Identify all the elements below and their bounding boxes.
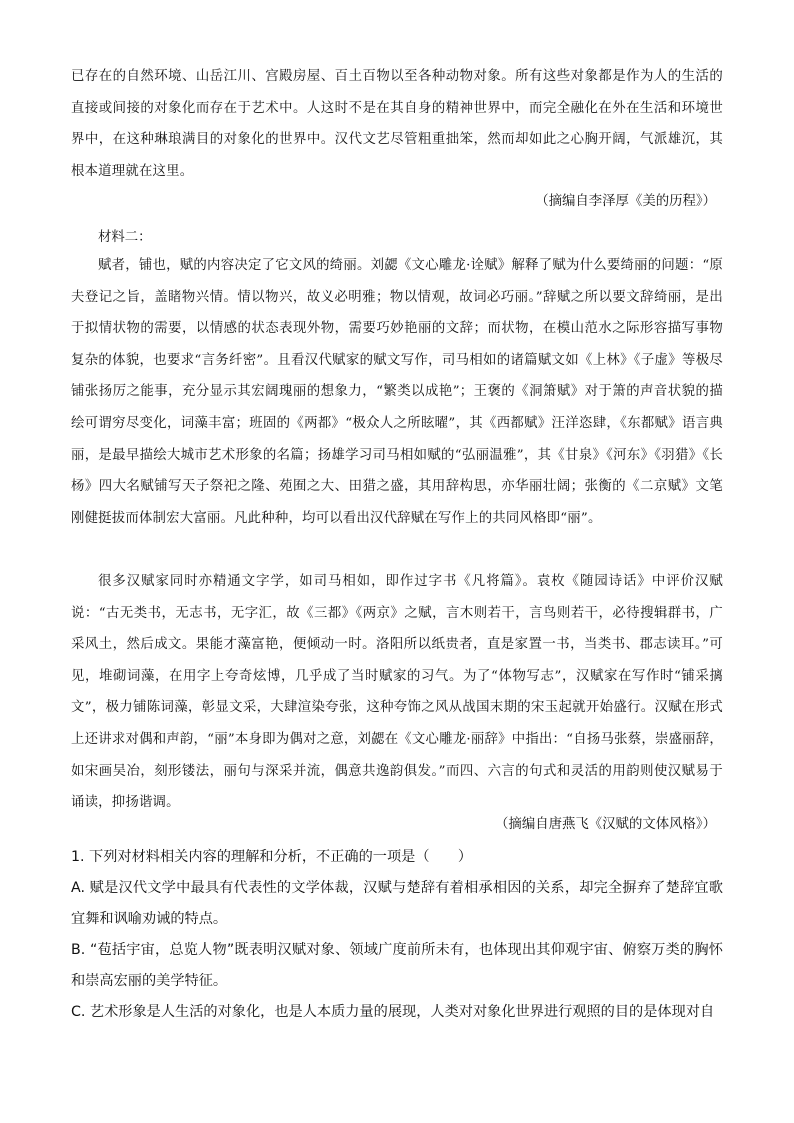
question-1-option-c: C. 艺术形象是人生活的对象化，也是人本质力量的展现，人类对对象化世界进行观照的目的是体现对自 (71, 1004, 715, 1020)
question-1-option-b: B. “苞括宇宙，总览人物”既表明汉赋对象、领域广度前所未有，也体现出其仰观宇宙、俯察万类的胸怀和崇高宏丽的美学特征。 (71, 942, 723, 990)
source-citation-2: （摘编自唐燕飞《汉赋的文体风格》） (495, 817, 716, 832)
question-1-stem: 1. 下列对材料相关内容的理解和分析，不正确的一项是（ ） (71, 849, 473, 865)
question-1-option-a: A. 赋是汉代文学中最具有代表性的文学体裁，汉赋与楚辞有着相承相因的关系，却完全摒弃了楚辞宜歌宜舞和讽喻劝诫的特点。 (71, 880, 723, 928)
passage-continuation (71, 61, 723, 187)
material-2-label: 材料二： (98, 230, 152, 245)
paragraph-han-art: 已存在的自然环境、山岳江川、宫殿房屋、百土百物以至各种动物对象。所有这些对象都是作为人的生活的直接或间接的对象化而存在于艺术中。人这时不是在其自身的精神世界中，而完全融化在外在生活和环境世界中，在这种琳琅满目的对象化的世界中。汉代文艺尽管粗重拙笨，然而却如此之心胸开阔，气派雄沉，其根本道理就在这里。 (71, 69, 723, 179)
source-citation-1: （摘编自李泽厚《美的历程》） (535, 194, 716, 209)
paragraph-fu-definition: 赋者，铺也，赋的内容决定了它文风的绮丽。刘勰《文心雕龙·诠赋》解释了赋为什么要绮丽的问题：“原夫登记之旨，盖睹物兴情。情以物兴，故义必明雅；物以情观，故词必巧丽。”辞赋之所以要文辞绮丽，是出于拟情状物的需要，以情感的状态表现外物，需要巧妙艳丽的文辞；而状物，在模山范水之际形容描写事物复杂的体貌，也要求“言务纤密”。且看汉代赋家的赋文写作，司马相如的诸篇赋文如《上林》《子虚》等极尽铺张扬厉之能事，充分显示其宏阔瑰丽的想象力，“繁类以成艳”；王褒的《洞箫赋》对于箫的声音状貌的描绘可谓穷尽变化，词藻丰富；班固的《两都》“极众人之所眩曜”，其《西都赋》汪洋恣肆，《东都赋》语言典丽，是最早描绘大城市艺术形象的名篇；扬雄学习司马相如赋的“弘丽温雅”，其《甘泉》《河东》《羽猎》《长杨》四大名赋铺写天子祭祀之隆、苑囿之大、田猎之盛，其用辞构思，亦华丽壮阔；张衡的《二京赋》文笔刚健挺拔而体制宏大富丽。凡此种种，均可以看出汉代辞赋在写作上的共同风格即“丽”。 (71, 258, 723, 526)
material-2-body-2 (71, 566, 723, 819)
material-2-body (71, 250, 723, 534)
paragraph-fu-scholars: 很多汉赋家同时亦精通文字学，如司马相如，即作过字书《凡将篇》。袁枚《随园诗话》中评价汉赋说：“古无类书，无志书，无字汇，故《三都》《两京》之赋，言木则若干，言鸟则若干，必待搜辑群书，广采风土，然后成文。果能才藻富艳，便倾动一时。洛阳所以纸贵者，直是家置一书，当类书、郡志读耳。”可见，堆砌词藻，在用字上夸奇炫博，几乎成了当时赋家的习气。为了“体物写志”，汉赋家在写作时“铺采摛文”，极力铺陈词藻，彰显文采，大肆渲染夸张，这种夸饰之风从战国末期的宋玉起就开始盛行。汉赋在形式上还讲求对偶和声韵，“丽”本身即为偶对之意，刘勰在《文心雕龙·丽辞》中指出：“自扬马张蔡，崇盛丽辞，如宋画吴冶，刻形镂法，丽句与深采并流，偶意共逸韵俱发。”而四、六言的句式和灵活的用韵则使汉赋易于诵读，抑扬谐调。 (71, 574, 723, 811)
